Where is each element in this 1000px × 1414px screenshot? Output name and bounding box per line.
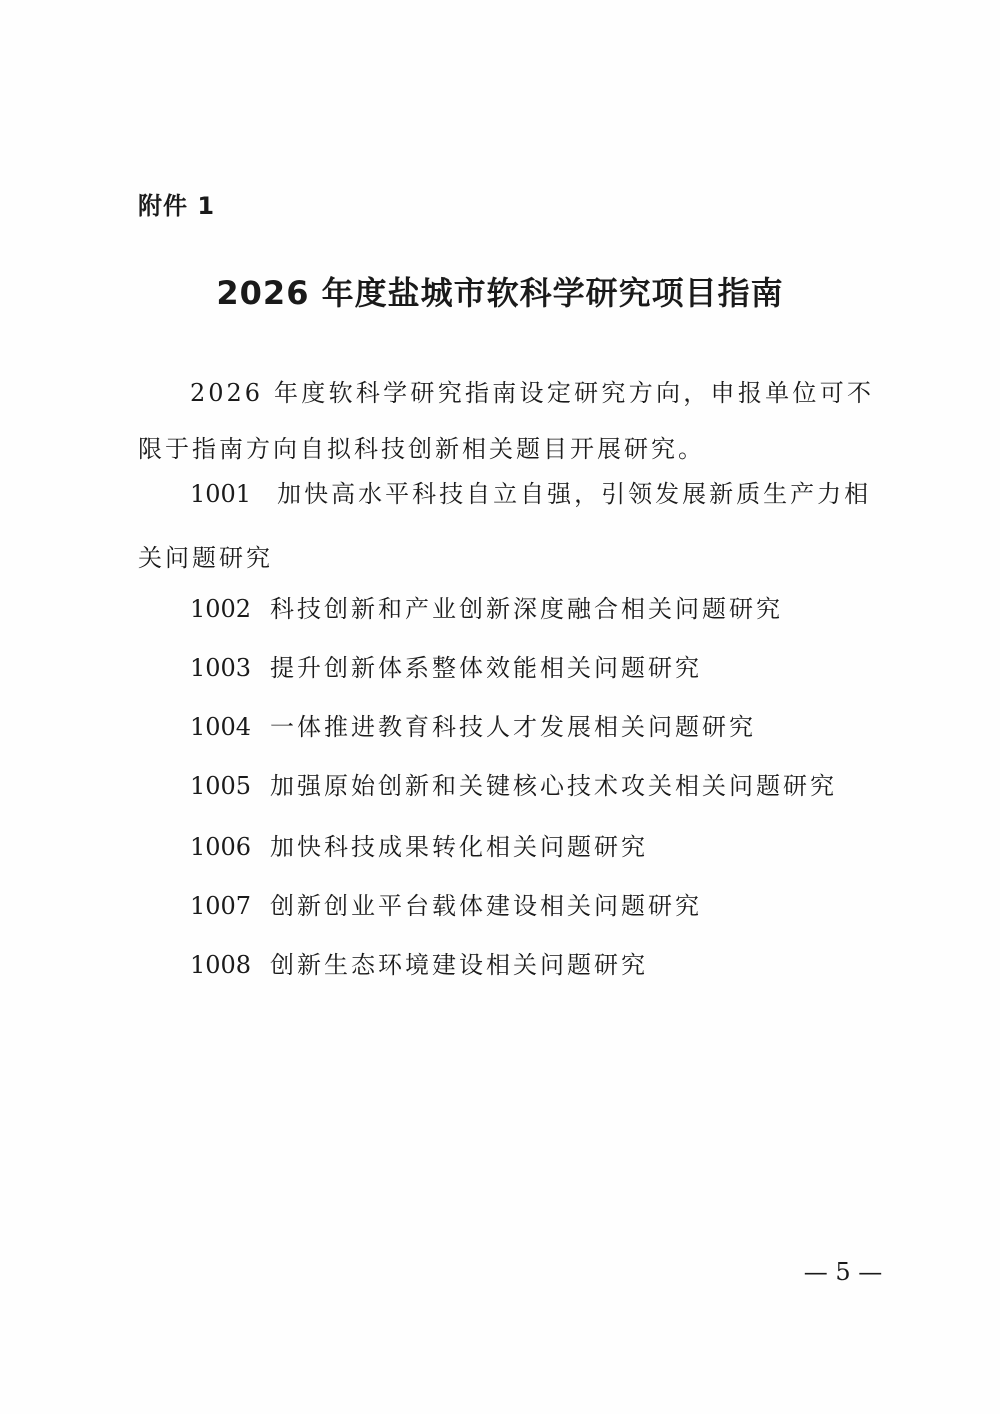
intro-paragraph: 2026 年度软科学研究指南设定研究方向，申报单位可不限于指南方向自拟科技创新相关题目开展研究。: [138, 379, 874, 463]
item-text: 创新生态环境建设相关问题研究: [270, 951, 648, 979]
item-code: 1008: [190, 951, 252, 979]
guide-item-1007: [138, 886, 874, 921]
item-code: 1003: [190, 654, 252, 682]
guide-item-1006: [138, 827, 874, 862]
guide-item-1005: [138, 766, 874, 801]
page-number: — 5 —: [803, 1258, 883, 1286]
item-text: 加强原始创新和关键核心技术攻关相关问题研究: [270, 772, 837, 800]
item-text: 加快科技成果转化相关问题研究: [270, 833, 648, 861]
item-code: 1001: [190, 480, 252, 508]
item-text: 加快高水平科技自立自强，引领发展新质生产力相关问题研究: [138, 480, 872, 572]
item-code: 1002: [190, 595, 252, 623]
guide-item-1003: [138, 648, 874, 683]
item-code: 1004: [190, 713, 252, 741]
guide-item-1001: [138, 462, 874, 590]
item-text: 科技创新和产业创新深度融合相关问题研究: [270, 595, 783, 623]
guide-item-1008: [138, 945, 874, 980]
guide-item-1002: [138, 589, 874, 624]
item-text: 创新创业平台载体建设相关问题研究: [270, 892, 702, 920]
document-title: 2026 年度盐城市软科学研究项目指南: [216, 274, 784, 312]
item-code: 1005: [190, 772, 252, 800]
item-text: 一体推进教育科技人才发展相关问题研究: [270, 713, 756, 741]
item-code: 1006: [190, 833, 252, 861]
item-text: 提升创新体系整体效能相关问题研究: [270, 654, 702, 682]
guide-item-1004: [138, 707, 874, 742]
attachment-label: 附件 1: [138, 192, 216, 220]
item-code: 1007: [190, 892, 252, 920]
